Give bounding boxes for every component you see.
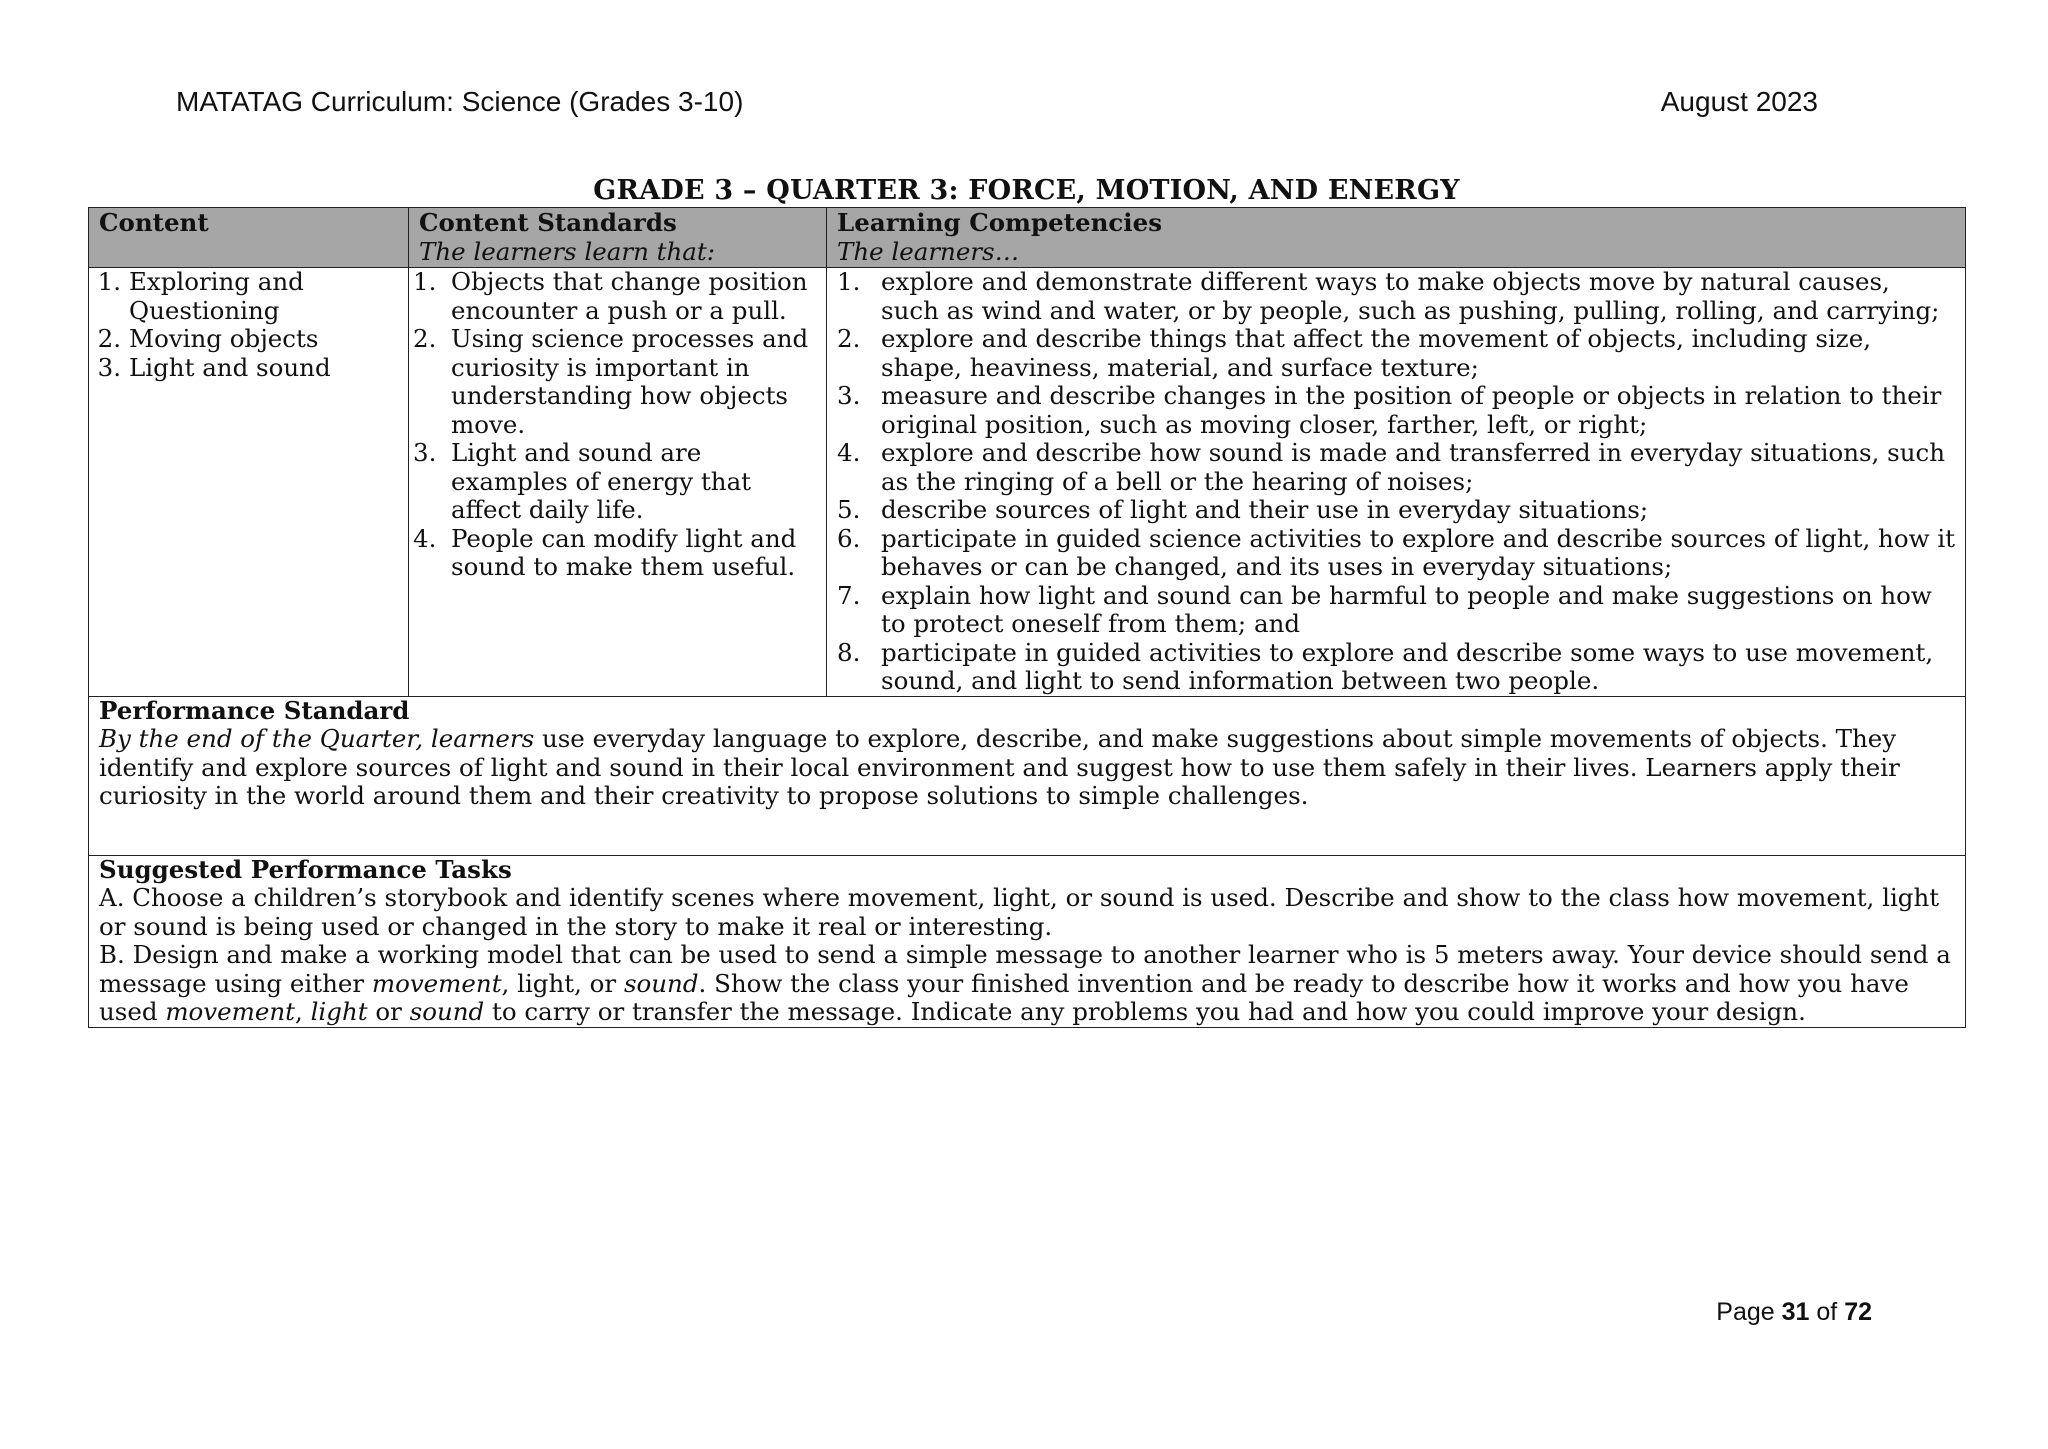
suggested-tasks-cell [89, 855, 1966, 1027]
learning-competencies-cell [827, 268, 1966, 697]
content-standards-cell [409, 268, 827, 697]
content-standards-list [413, 268, 816, 582]
task-a-text: A. Choose a children’s storybook and identify scenes where movement, light, or sound is used. Describe and show to the class how movement, light or sound is being used or changed in the story to make it real or interesting. [99, 883, 1940, 941]
column-header-content: Content [89, 208, 409, 268]
list-item: 7. explain how light and sound can be harmful to people and make suggestions on how to protect oneself from them; and [837, 580, 1932, 638]
list-item: 4. People can modify light and sound to make them useful. [413, 523, 797, 581]
table-body-row [89, 268, 1966, 697]
task-b-text: B. Design and make a working model that can be used to send a simple message to another learner who is 5 meters away. Your device should send a message using either movement, light, or sound. Show the class your finished invention and be ready to describe how it works and how you have used movement, light or sound to carry or transfer the message. Indicate any problems you had and how you could improve your design. [99, 940, 1951, 1026]
list-item: 3. measure and describe changes in the position of people or objects in relation to their original position, such as moving closer, farther, left, or right; [837, 381, 1942, 439]
document-title: MATATAG Curriculum: Science (Grades 3-10) [176, 86, 744, 117]
learning-competencies-list [837, 268, 1955, 696]
list-item: 3. Light and sound are examples of energy that affect daily life. [413, 438, 752, 524]
list-item: 8. participate in guided activities to explore and describe some ways to use movement, sound, and light to send information between two people. [837, 637, 1934, 695]
performance-standard-cell [89, 696, 1966, 855]
performance-standard-text: By the end of the Quarter, learners use everyday language to explore, describe, and make suggestions about simple movements of objects. They identify and explore sources of light and sound in their local environment and suggest how to use them safely in their lives. Learners apply their curiosity in the world around them and their creativity to propose solutions to simple challenges. [99, 724, 1900, 810]
suggested-tasks-row [89, 855, 1966, 1027]
list-item: 5. describe sources of light and their use in everyday situations; [837, 495, 1649, 524]
list-item: 2. Moving objects [97, 324, 319, 353]
content-cell [89, 268, 409, 697]
performance-standard-row [89, 696, 1966, 855]
section-title: GRADE 3 – QUARTER 3: FORCE, MOTION, AND ENERGY [593, 175, 1460, 206]
list-item: 6. participate in guided science activities to explore and describe sources of light, how it behaves or can be changed, and its uses in everyday situations; [837, 523, 1956, 581]
column-header-learning-competencies: Learning Competencies The learners… [827, 208, 1966, 268]
list-item: 4. explore and describe how sound is made and transferred in everyday situations, such as the ringing of a bell or the hearing of noises; [837, 438, 1945, 496]
document-date: August 2023 [1660, 86, 1818, 117]
list-item: 1. Exploring and Questioning [97, 267, 304, 325]
suggested-tasks-heading: Suggested Performance Tasks [99, 854, 512, 884]
list-item: 3. Light and sound [97, 352, 331, 382]
content-list [89, 268, 398, 382]
list-item: 2. Using science processes and curiosity is important in understanding how objects move. [413, 324, 809, 439]
page-number: Page 31 of 72 [1716, 1298, 1872, 1326]
column-header-content-standards: Content Standards The learners learn that: [409, 208, 827, 268]
list-item: 1. Objects that change position encounter a push or a pull. [413, 267, 808, 325]
list-item: 2. explore and describe things that affect the movement of objects, including size, shape, heaviness, material, and surface texture; [837, 324, 1872, 382]
table-header-row [89, 208, 1966, 268]
performance-standard-heading: Performance Standard [99, 695, 410, 725]
curriculum-table [88, 207, 1966, 1028]
list-item: 1. explore and demonstrate different ways to make objects move by natural causes, such as wind and water, or by people, such as pushing, pulling, rolling, and carrying; [837, 267, 1940, 325]
